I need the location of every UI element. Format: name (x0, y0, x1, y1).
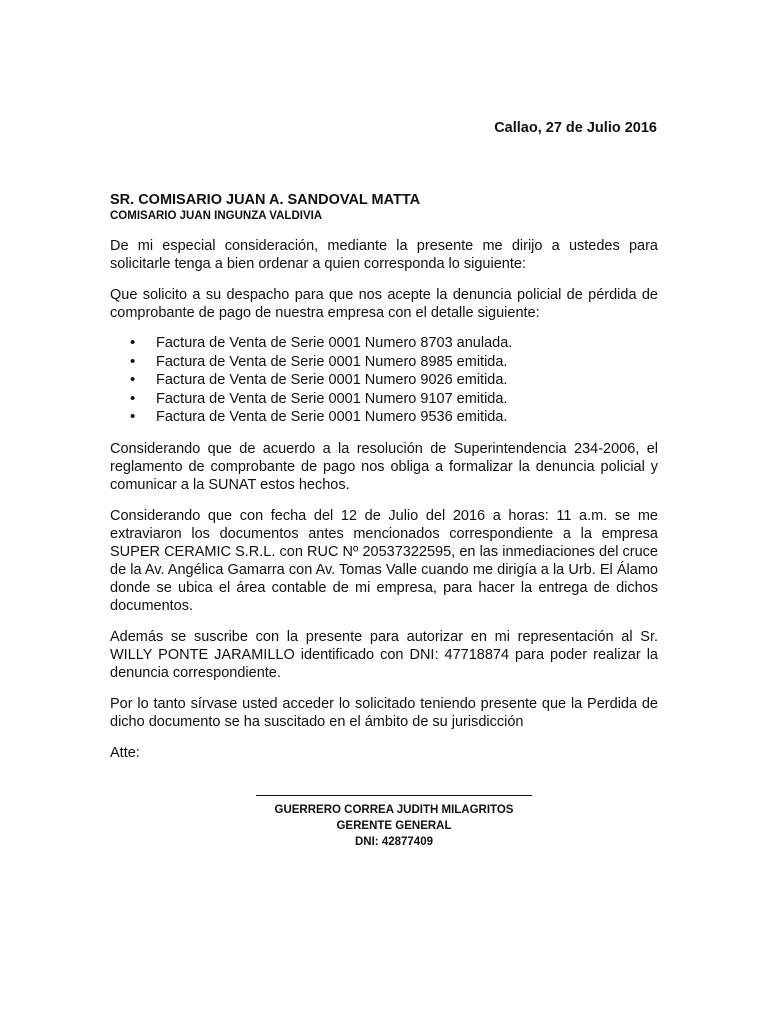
signature-line (256, 795, 532, 796)
list-item: • Factura de Venta de Serie 0001 Numero 8985 emitida. (110, 353, 658, 372)
signer-role: GERENTE GENERAL (336, 820, 452, 832)
closing-paragraph: Por lo tanto sírvase usted acceder lo solicitado teniendo presente que la Perdida de dicho documento se ha suscitado en el ámbito de su jurisdicción (110, 695, 658, 730)
list-item: • Factura de Venta de Serie 0001 Numero 9026 emitida. (110, 371, 658, 390)
considering-paragraph-2: Considerando que con fecha del 12 de Julio del 2016 a horas: 11 a.m. se me extraviaron los documentos antes mencionados correspondiente a la empresa SUPER CERAMIC S.R.L. con RUC Nº 20537322595, en las inmediaciones del cruce de la Av. Angélica Gamarra con Av. Tomas Valle cuando me dirigía a la Urb. El Álamo donde se ubica el área contable de mi empresa, para hacer la entrega de dichos documentos. (110, 507, 658, 614)
invoice-list (110, 334, 658, 427)
letter-date: Callao, 27 de Julio 2016 (494, 120, 657, 136)
farewell: Atte: (110, 744, 140, 761)
recipient-name: SR. COMISARIO JUAN A. SANDOVAL MATTA (110, 192, 421, 208)
list-item: • Factura de Venta de Serie 0001 Numero 8703 anulada. (110, 334, 658, 353)
recipient-subtitle: COMISARIO JUAN INGUNZA VALDIVIA (110, 210, 323, 222)
signer-dni: DNI: 42877409 (355, 836, 433, 848)
considering-paragraph-1: Considerando que de acuerdo a la resolución de Superintendencia 234-2006, el reglamento de comprobante de pago nos obliga a formalizar la denuncia policial y comunicar a la SUNAT estos hechos. (110, 440, 658, 493)
intro-paragraph: De mi especial consideración, mediante la presente me dirijo a ustedes para solicitarle tenga a bien ordenar a quien corresponda lo siguiente: (110, 238, 658, 272)
signature-block (256, 795, 532, 850)
list-item: • Factura de Venta de Serie 0001 Numero 9107 emitida. (110, 390, 658, 409)
letter-body (110, 191, 658, 762)
signer-name: GUERRERO CORREA JUDITH MILAGRITOS (274, 804, 514, 816)
request-paragraph: Que solicito a su despacho para que nos acepte la denuncia policial de pérdida de comprobante de pago de nuestra empresa con el detalle siguiente: (110, 287, 658, 321)
list-item: • Factura de Venta de Serie 0001 Numero 9536 emitida. (110, 408, 658, 427)
authorization-paragraph: Además se suscribe con la presente para autorizar en mi representación al Sr. WILLY PONTE JARAMILLO identificado con DNI: 47718874 para poder realizar la denuncia correspondiente. (110, 628, 658, 681)
